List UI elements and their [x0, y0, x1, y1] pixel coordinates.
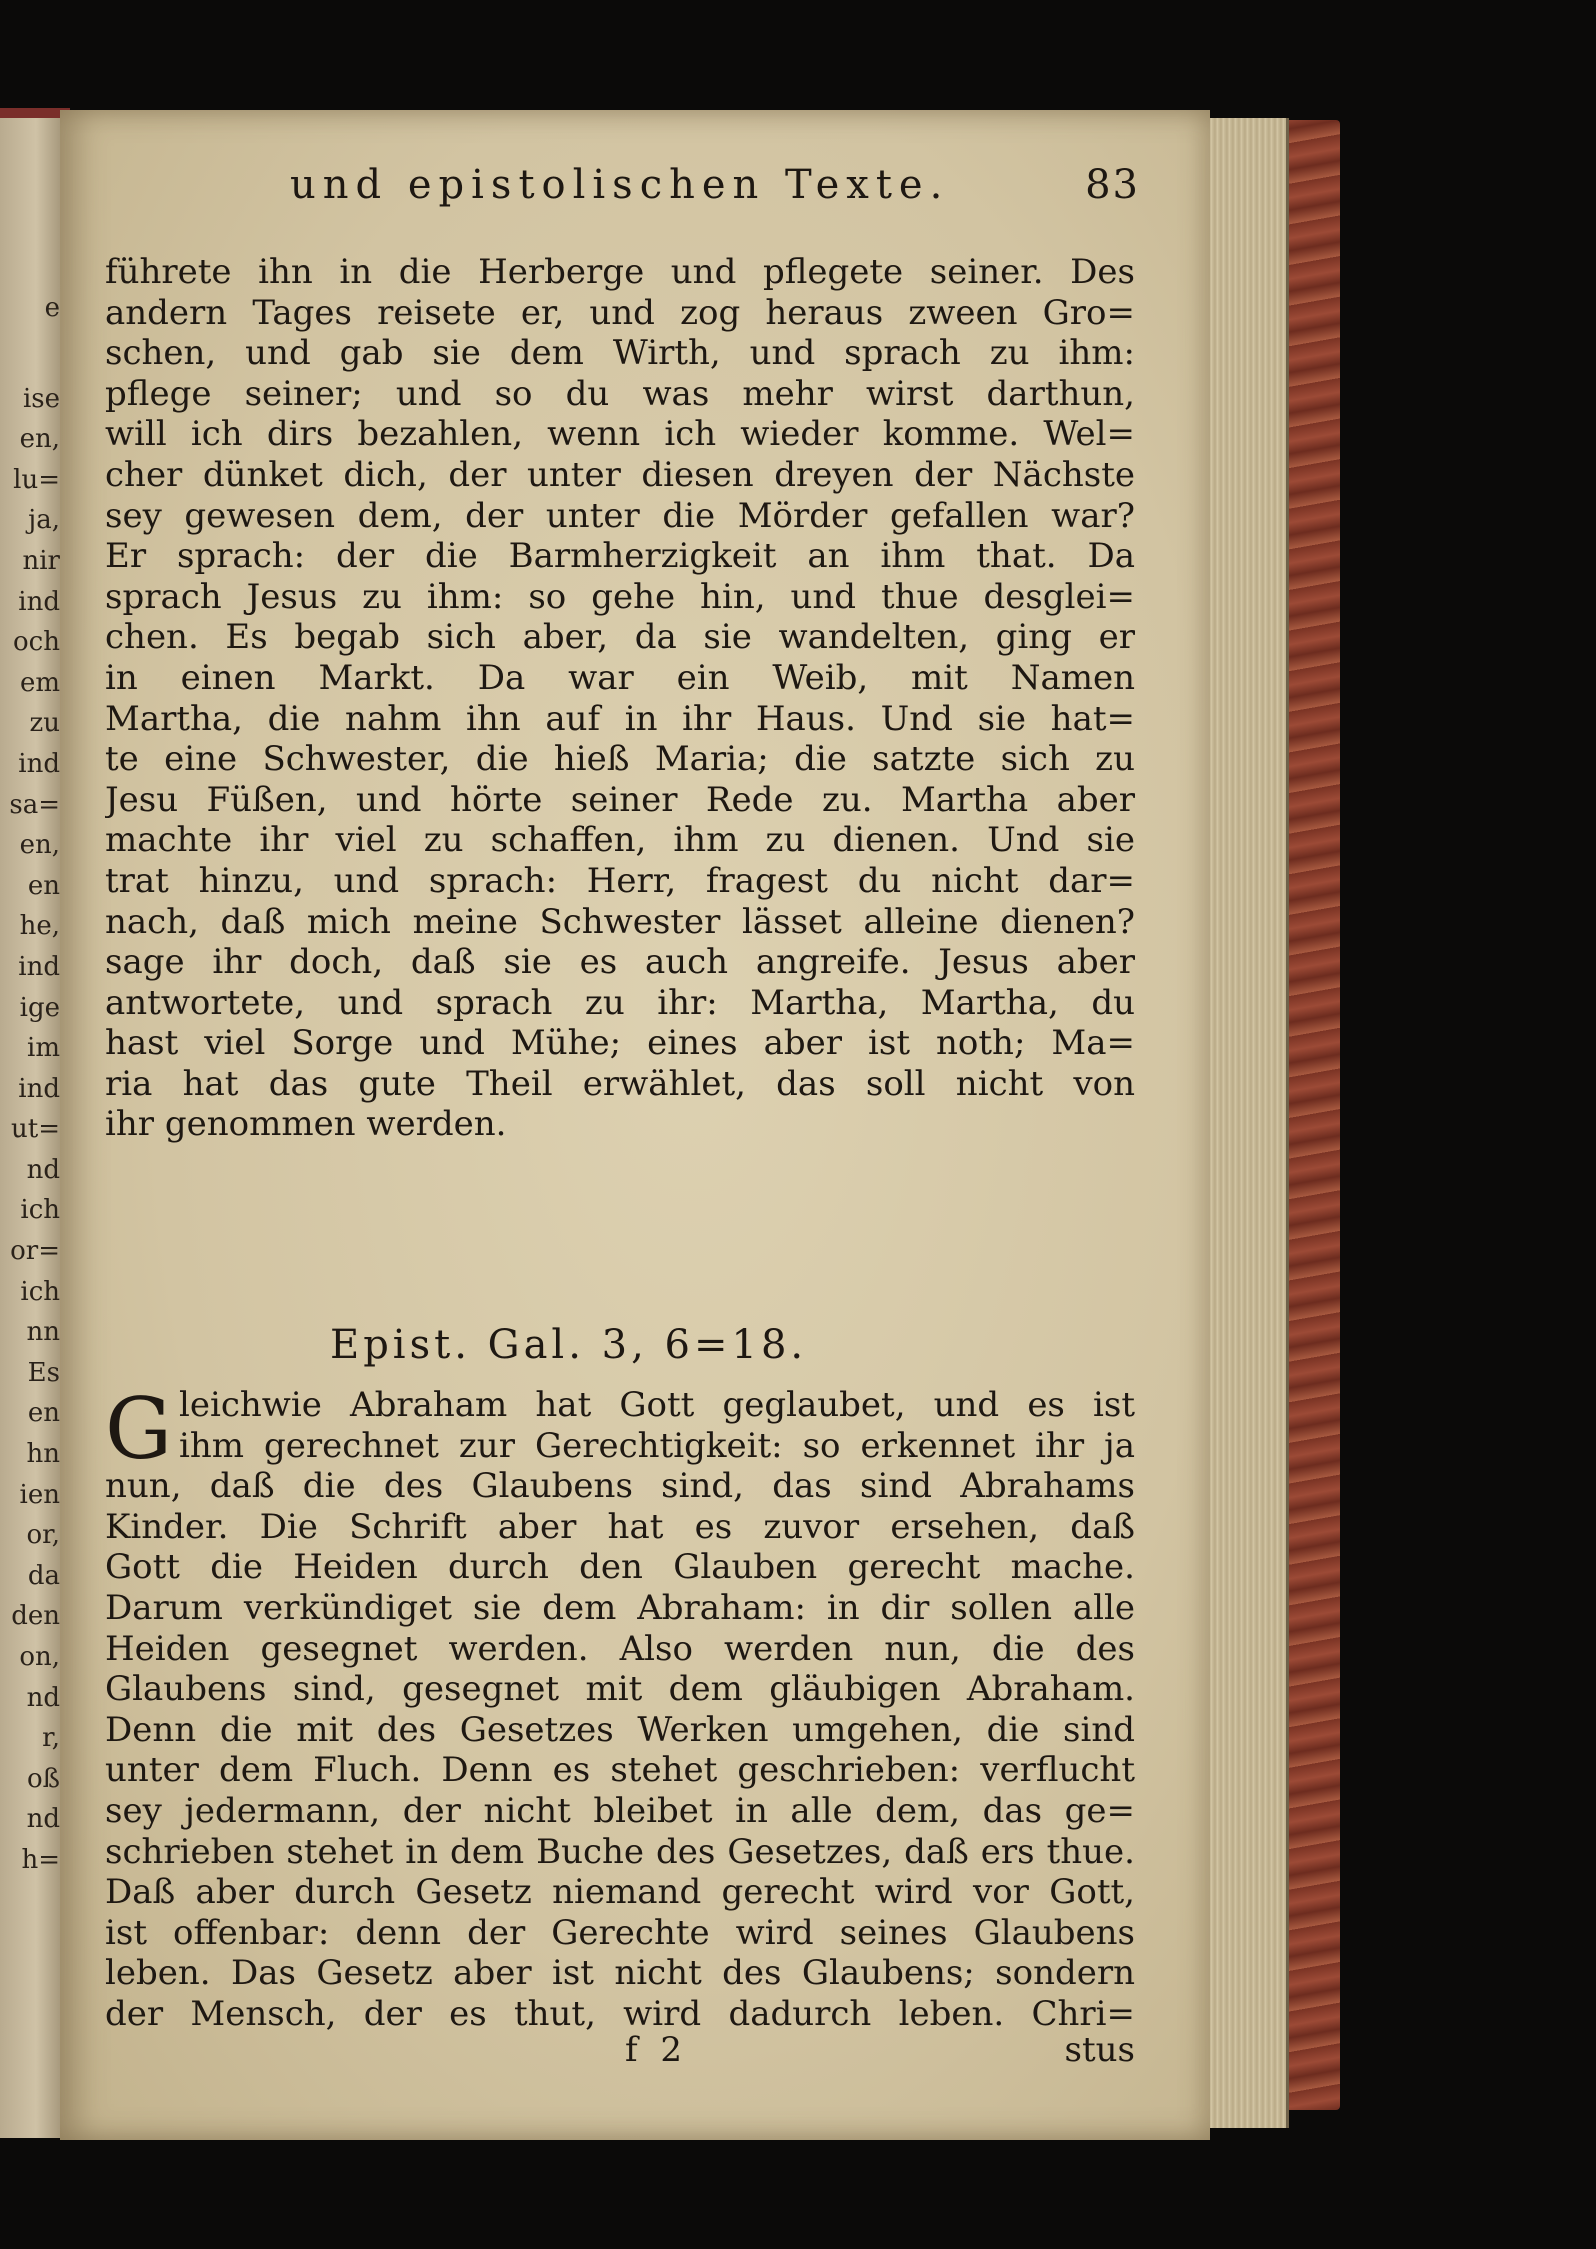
text-line: sey jedermann, der nicht bleibet in alle dem, das ge=	[105, 1790, 1135, 1831]
text-line: Heiden gesegnet werden. Also werden nun, die des	[105, 1628, 1135, 1669]
fragment-line: or=	[10, 1236, 60, 1267]
text-line: hast viel Sorge und Mühe; eines aber ist noth; Ma=	[105, 1023, 1135, 1064]
fragment-line: en	[27, 870, 60, 901]
fragment-line: oß	[26, 1763, 60, 1794]
fragment-line: Es	[27, 1357, 60, 1388]
previous-page-edge	[0, 118, 62, 2138]
text-line: cher dünket dich, der unter diesen dreyen der Nächste	[105, 454, 1135, 495]
fragment-line: den	[11, 1601, 60, 1632]
fragment-line: ise	[22, 383, 60, 414]
text-line: schrieben stehet in dem Buche des Gesetzes, daß ers thue.	[105, 1831, 1135, 1872]
fragment-line: e	[44, 293, 60, 323]
fragment-line: ich	[20, 1276, 60, 1307]
fragment-line: ja,	[28, 505, 60, 536]
text-line: ist offenbar: denn der Gerechte wird seines Glaubens	[105, 1912, 1135, 1953]
fragment-line: sa=	[9, 789, 60, 820]
fragment-line: or,	[26, 1520, 60, 1551]
text-line: ria hat das gute Theil erwählet, das soll nicht von	[105, 1063, 1135, 1104]
drop-cap: G	[105, 1380, 173, 1478]
fragment-line: ige	[19, 992, 60, 1023]
fragment-line: em	[19, 667, 60, 698]
text-line: nach, daß mich meine Schwester lässet alleine dienen?	[105, 901, 1135, 942]
text-line: antwortete, und sprach zu ihr: Martha, Martha, du	[105, 982, 1135, 1023]
fragment-line: nd	[26, 1804, 60, 1835]
fragment-line: nn	[26, 1317, 60, 1348]
book-page	[60, 110, 1210, 2140]
fragment-line: on,	[19, 1642, 60, 1672]
fragment-line: ien	[19, 1479, 60, 1510]
fragment-line: nir	[22, 545, 60, 576]
text-line: Glaubens sind, gesegnet mit dem gläubigen Abraham.	[105, 1669, 1135, 1710]
fragment-line: ich	[20, 1195, 60, 1226]
text-line: ihr genommen werden.	[105, 1104, 507, 1145]
fragment-line: im	[27, 1033, 60, 1064]
text-line: leben. Das Gesetz aber ist nicht des Glaubens; sondern	[105, 1953, 1135, 1994]
fragment-line: hn	[26, 1439, 60, 1470]
text-line: der Mensch, der es thut, wird dadurch leben. Chri=	[105, 1993, 1135, 2034]
text-line: sprach Jesus zu ihm: so gehe hin, und thue desglei=	[105, 576, 1135, 617]
fragment-line: en	[27, 1398, 60, 1429]
fragment-line: och	[13, 627, 60, 658]
fragment-line: he,	[19, 911, 60, 942]
page-footer	[105, 2030, 1135, 2074]
text-line: pflege seiner; und so du was mehr wirst darthun,	[105, 373, 1135, 414]
fragment-line: ut=	[11, 1114, 60, 1145]
fragment-line: ind	[18, 748, 60, 779]
section-heading: Epist. Gal. 3, 6=18.	[330, 1322, 808, 1368]
text-line: will ich dirs bezahlen, wenn ich wieder komme. Wel=	[105, 414, 1135, 455]
text-line: Darum verkündiget sie dem Abraham: in dir sollen alle	[105, 1587, 1135, 1628]
text-line: Martha, die nahm ihn auf in ihr Haus. Und sie hat=	[105, 698, 1135, 739]
fragment-line: nd	[26, 1682, 60, 1713]
fragment-line: nd	[26, 1154, 60, 1185]
fragment-line: h=	[21, 1844, 60, 1875]
fragment-line: zu	[29, 708, 60, 739]
fragment-line: en,	[19, 424, 60, 455]
fragment-line: ind	[18, 951, 60, 982]
text-line: ihm gerechnet zur Gerechtigkeit: so erkennet ihr ja	[179, 1425, 1135, 1466]
text-line: Jesu Füßen, und hörte seiner Rede zu. Martha aber	[105, 779, 1135, 820]
text-line: sey gewesen dem, der unter die Mörder gefallen war?	[105, 495, 1135, 536]
gospel-text	[105, 252, 1135, 1145]
text-line: chen. Es begab sich aber, da sie wandelten, ging er	[105, 617, 1135, 658]
text-line: leichwie Abraham hat Gott geglaubet, und es ist	[179, 1385, 1135, 1425]
page-header	[290, 162, 1140, 222]
text-line: schen, und gab sie dem Wirth, und sprach zu ihm:	[105, 333, 1135, 374]
text-line: Er sprach: der die Barmherzigkeit an ihm that. Da	[105, 536, 1135, 577]
text-line: Gott die Heiden durch den Glauben gerecht mache.	[105, 1547, 1135, 1588]
previous-page-fragments	[4, 293, 60, 1881]
text-line: trat hinzu, und sprach: Herr, fragest du nicht dar=	[105, 860, 1135, 901]
text-line: führete ihn in die Herberge und pflegete seiner. Des	[105, 252, 1135, 292]
text-line: Daß aber durch Gesetz niemand gerecht wird vor Gott,	[105, 1872, 1135, 1913]
text-line: in einen Markt. Da war ein Weib, mit Namen	[105, 657, 1135, 698]
fragment-line: da	[27, 1560, 60, 1591]
text-line: Denn die mit des Gesetzes Werken umgehen, die sind	[105, 1709, 1135, 1750]
text-line: nun, daß die des Glaubens sind, das sind Abrahams	[105, 1466, 1135, 1507]
page-number: 83	[1085, 162, 1140, 208]
catchword: stus	[1064, 2030, 1135, 2070]
page-stack	[1206, 118, 1289, 2128]
fragment-line: en,	[19, 830, 60, 861]
fragment-line: ind	[18, 586, 60, 617]
fragment-line: r,	[42, 1723, 60, 1754]
fragment-line: ind	[18, 1073, 60, 1104]
text-line: andern Tages reisete er, und zog heraus zween Gro=	[105, 292, 1135, 333]
running-title: und epistolischen Texte.	[290, 162, 950, 208]
text-line: sage ihr doch, daß sie es auch angreife. Jesus aber	[105, 942, 1135, 983]
text-line: Kinder. Die Schrift aber hat es zuvor ersehen, daß	[105, 1506, 1135, 1547]
text-line: unter dem Fluch. Denn es stehet geschrieben: verflucht	[105, 1750, 1135, 1791]
signature-mark: f 2	[625, 2030, 689, 2070]
text-line: machte ihr viel zu schaffen, ihm zu dienen. Und sie	[105, 820, 1135, 861]
fragment-line: lu=	[13, 464, 60, 495]
epistle-text	[105, 1380, 1135, 2035]
text-line: te eine Schwester, die hieß Maria; die satzte sich zu	[105, 739, 1135, 780]
